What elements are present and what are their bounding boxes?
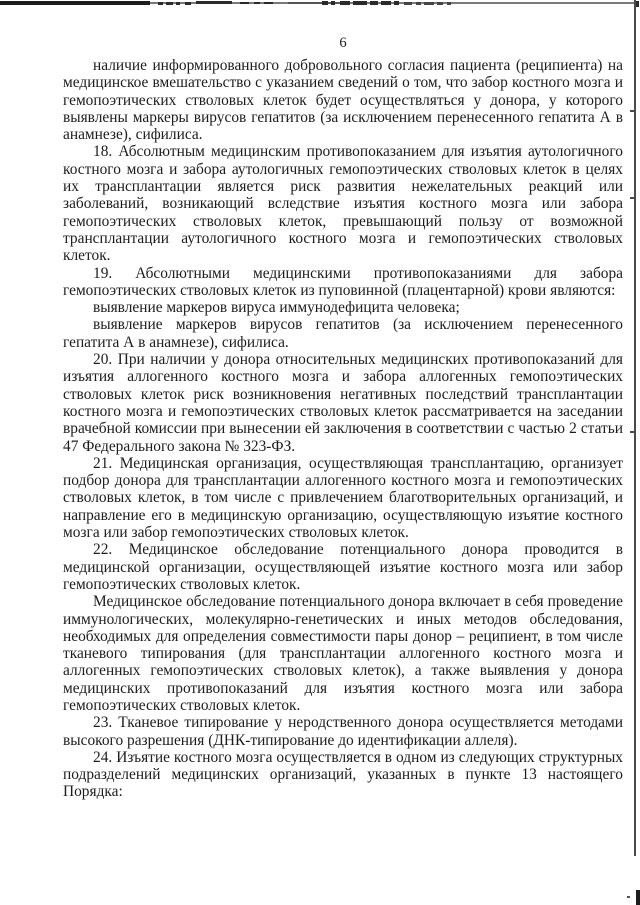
paragraph-19-hepatitis-item: выявление маркеров вирусов гепатитов (за исключением перенесенного гепатита А в анамнезе), сифилиса. — [63, 316, 623, 351]
paragraph-23: 23. Тканевое типирование у неродственного донора осуществляется методами высокого разрешения (ДНК-типирование до идентификации аллеля). — [63, 714, 623, 749]
paragraph-24: 24. Изъятие костного мозга осуществляется в одном из следующих структурных подразделений медицинских организаций, указанных в пункте 13 настоящего Порядка: — [63, 748, 623, 801]
paragraph-22-continued: Медицинское обследование потенциального донора включает в себя проведение иммунологических, молекулярно-генетических и иных методов обследования, необходимых для определения совместимости пары донор – реципиент, в том числе тканевого типирования (для трансплантации аллогенного костного мозга и аллогенных гемопоэтических стволовых клеток), а также выявления у донора медицинских противопоказаний для изъятия костного мозга или забора гемопоэтических стволовых клеток. — [63, 593, 623, 714]
paragraph-18: 18. Абсолютным медицинским противопоказанием для изъятия аутологичного костного мозга и забора аутологичных гемопоэтических стволовых клеток в целях их трансплантации является риск развития нежелательных реакций или заболеваний, возникающий вследствие изъятия костного мозга или забора гемопоэтических стволовых клеток, превышающий пользу от возможной трансплантации аутологичного костного мозга и гемопоэтических стволовых клеток. — [63, 143, 623, 265]
paragraph-22: 22. Медицинское обследование потенциального донора проводится в медицинской организации, осуществляющей изъятие костного мозга или забор гемопоэтических стволовых клеток. — [63, 541, 623, 593]
paragraph-20: 20. При наличии у донора относительных медицинских противопоказаний для изъятия аллогенного костного мозга и забора аллогенных гемопоэтических стволовых клеток риск возникновения негативных последствий трансплантации костного мозга и гемопоэтических стволовых клеток рассматривается на заседании врачебной комиссии при вынесении ей заключения в соответствии с частью 2 статьи 47 Федерального закона № 323-ФЗ. — [63, 351, 623, 455]
page-number: 6 — [339, 35, 347, 51]
document-text — [63, 57, 623, 801]
paragraph-21: 21. Медицинская организация, осуществляющая трансплантацию, организует подбор донора для трансплантации аллогенного костного мозга и гемопоэтических стволовых клеток, в том числе с привлечением благотворительных организаций, и направление его в медицинскую организацию, осуществляющую изъятие костного мозга или забор гемопоэтических стволовых клеток. — [63, 454, 623, 542]
paragraph-19-hiv-item: выявление маркеров вируса иммунодефицита человека; — [93, 299, 460, 317]
paragraph-19: 19. Абсолютными медицинскими противопоказаниями для забора гемопоэтических стволовых клеток из пуповинной (плацентарной) крови являются: — [63, 264, 623, 299]
paragraph-consent-clause: наличие информированного добровольного согласия пациента (реципиента) на медицинское вмешательство с указанием сведений о том, что забор костного мозга и гемопоэтических стволовых клеток будет осуществляться у донора, у которого выявлены маркеры вирусов гепатитов (за исключением перенесенного гепатита А в анамнезе), сифилиса. — [63, 57, 623, 144]
